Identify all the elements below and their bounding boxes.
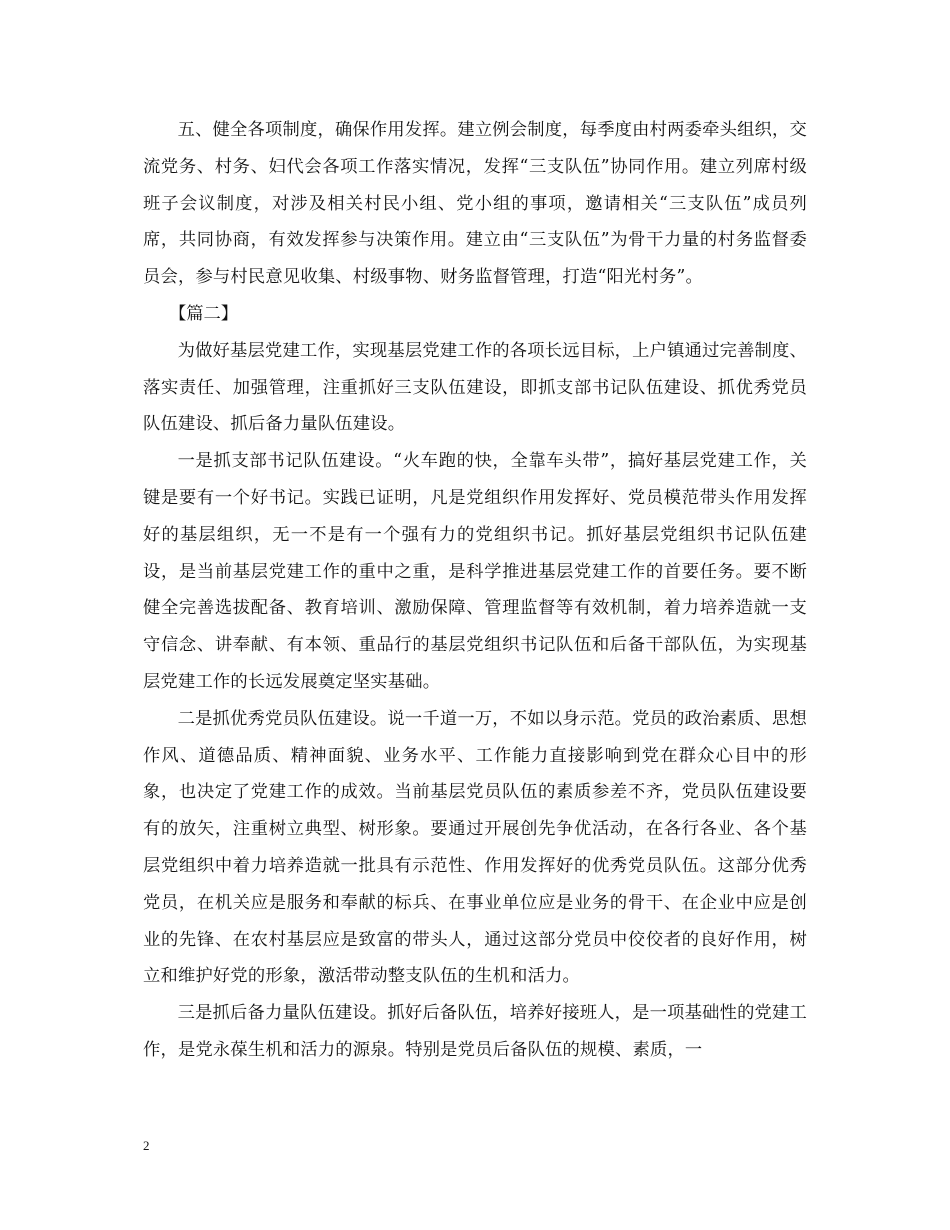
document-body (143, 112, 807, 1069)
paragraph-section-five: 五、健全各项制度，确保作用发挥。建立例会制度，每季度由村两委牵头组织，交流党务、村务、妇代会各项工作落实情况，发挥“三支队伍”协同作用。建立列席村级班子会议制度，对涉及相关村民小组、党小组的事项，邀请相关“三支队伍”成员列席，共同协商，有效发挥参与决策作用。建立由“三支队伍”为骨干力量的村务监督委员会，参与村民意见收集、村级事物、财务监督管理，打造“阳光村务”。 (143, 120, 807, 288)
paragraph-point-one: 一是抓支部书记队伍建设。“火车跑的快，全靠车头带”，搞好基层党建工作，关键是要有一个好书记。实践已证明，凡是党组织作用发挥好、党员模范带头作用发挥好的基层组织，无一不是有一个强有力的党组织书记。抓好基层党组织书记队伍建设，是当前基层党建工作的重中之重，是科学推进基层党建工作的首要任务。要不断健全完善选拔配备、教育培训、激励保障、管理监督等有效机制，着力培养造就一支守信念、讲奉献、有本领、重品行的基层党组织书记队伍和后备干部队伍，为实现基层党建工作的长远发展奠定坚实基础。 (143, 451, 807, 692)
page-number: 2 (143, 1138, 150, 1153)
paragraph-point-three: 三是抓后备力量队伍建设。抓好后备队伍，培养好接班人，是一项基础性的党建工作，是党永葆生机和活力的源泉。特别是党员后备队伍的规模、素质，一 (143, 1003, 807, 1060)
paragraph-intro: 为做好基层党建工作，实现基层党建工作的各项长远目标，上户镇通过完善制度、落实责任、加强管理，注重抓好三支队伍建设，即抓支部书记队伍建设、抓优秀党员队伍建设、抓后备力量队伍建设。 (143, 340, 807, 435)
section-heading-part-two: 【篇二】 (168, 303, 239, 324)
paragraph-point-two: 二是抓优秀党员队伍建设。说一千道一万，不如以身示范。党员的政治素质、思想作风、道德品质、精神面貌、业务水平、工作能力直接影响到党在群众心目中的形象，也决定了党建工作的成效。当前基层党员队伍的素质参差不齐，党员队伍建设要有的放矢，注重树立典型、树形象。要通过开展创先争优活动，在各行各业、各个基层党组织中着力培养造就一批具有示范性、作用发挥好的优秀党员队伍。这部分优秀党员，在机关应是服务和奉献的标兵、在事业单位应是业务的骨干、在企业中应是创业的先锋、在农村基层应是致富的带头人，通过这部分党员中佼佼者的良好作用，树立和维护好党的形象，激活带动整支队伍的生机和活力。 (143, 708, 807, 987)
